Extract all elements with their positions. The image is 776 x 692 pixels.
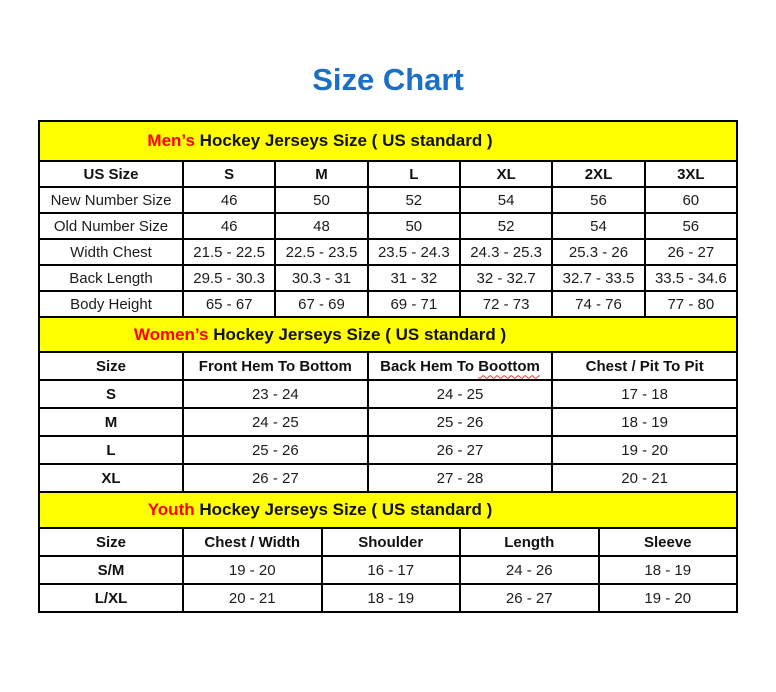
row-label: Body Height (39, 291, 183, 317)
value-cell: 18 - 19 (552, 408, 737, 436)
table-row (39, 464, 737, 492)
value-cell: 20 - 21 (552, 464, 737, 492)
table-row (39, 291, 737, 317)
value-cell: 32 - 32.7 (460, 265, 552, 291)
value-cell: 26 - 27 (460, 584, 599, 612)
row-label: S/M (39, 556, 183, 584)
value-cell: 32.7 - 33.5 (552, 265, 644, 291)
table-row (39, 584, 737, 612)
misspelled-word: Boottom (478, 357, 540, 375)
men-banner-text: Men’s Hockey Jerseys Size ( US standard ) (147, 131, 493, 150)
value-cell: 25 - 26 (368, 408, 553, 436)
value-cell: 52 (460, 213, 552, 239)
column-header: Chest / Width (183, 528, 322, 556)
row-label: L (39, 436, 183, 464)
value-cell: 23.5 - 24.3 (368, 239, 460, 265)
column-header: M (275, 161, 367, 187)
value-cell: 22.5 - 23.5 (275, 239, 367, 265)
table-row (39, 408, 737, 436)
column-header: Chest / Pit To Pit (552, 352, 737, 380)
banner-highlight: Men’s (147, 131, 195, 150)
youth-banner-text: Youth Hockey Jerseys Size ( US standard ) (147, 500, 493, 519)
value-cell: 21.5 - 22.5 (183, 239, 275, 265)
value-cell: 24.3 - 25.3 (460, 239, 552, 265)
table-row (39, 556, 737, 584)
column-header: Sleeve (599, 528, 738, 556)
banner-highlight: Women’s (133, 324, 209, 344)
value-cell: 69 - 71 (368, 291, 460, 317)
value-cell: 29.5 - 30.3 (183, 265, 275, 291)
column-header: Shoulder (322, 528, 461, 556)
value-cell: 19 - 20 (183, 556, 322, 584)
column-header: L (368, 161, 460, 187)
value-cell: 26 - 27 (368, 436, 553, 464)
value-cell: 67 - 69 (275, 291, 367, 317)
value-cell: 54 (460, 187, 552, 213)
value-cell: 27 - 28 (368, 464, 553, 492)
value-cell: 33.5 - 34.6 (645, 265, 737, 291)
row-label: Back Length (39, 265, 183, 291)
row-label: Width Chest (39, 239, 183, 265)
column-header: 2XL (552, 161, 644, 187)
table-row (39, 187, 737, 213)
value-cell: 24 - 25 (368, 380, 553, 408)
size-chart-tables (38, 120, 738, 613)
value-cell: 19 - 20 (599, 584, 738, 612)
value-cell: 48 (275, 213, 367, 239)
value-cell: 56 (645, 213, 737, 239)
women-section-banner (39, 317, 737, 352)
column-header: US Size (39, 161, 183, 187)
table-row (39, 213, 737, 239)
row-label: XL (39, 464, 183, 492)
value-cell: 24 - 25 (183, 408, 368, 436)
banner-highlight: Youth (147, 500, 195, 519)
value-cell: 54 (552, 213, 644, 239)
column-header: Length (460, 528, 599, 556)
women-header-row (39, 352, 737, 380)
value-cell: 50 (368, 213, 460, 239)
value-cell: 50 (275, 187, 367, 213)
value-cell: 17 - 18 (552, 380, 737, 408)
column-header: S (183, 161, 275, 187)
value-cell: 31 - 32 (368, 265, 460, 291)
value-cell: 30.3 - 31 (275, 265, 367, 291)
youth-size-table (38, 491, 738, 613)
table-row (39, 380, 737, 408)
column-header: 3XL (645, 161, 737, 187)
value-cell: 23 - 24 (183, 380, 368, 408)
value-cell: 19 - 20 (552, 436, 737, 464)
row-label: Old Number Size (39, 213, 183, 239)
column-header: Size (39, 528, 183, 556)
column-header: Back Hem To Boottom (368, 352, 553, 380)
table-row (39, 436, 737, 464)
value-cell: 16 - 17 (322, 556, 461, 584)
value-cell: 26 - 27 (645, 239, 737, 265)
youth-header-row (39, 528, 737, 556)
value-cell: 46 (183, 213, 275, 239)
table-row (39, 265, 737, 291)
value-cell: 65 - 67 (183, 291, 275, 317)
row-label: M (39, 408, 183, 436)
column-header: Front Hem To Bottom (183, 352, 368, 380)
value-cell: 18 - 19 (322, 584, 461, 612)
row-label: S (39, 380, 183, 408)
value-cell: 46 (183, 187, 275, 213)
men-section-banner (39, 121, 737, 161)
column-header: XL (460, 161, 552, 187)
women-banner-text: Women’s Hockey Jerseys Size ( US standard ) (133, 324, 507, 344)
value-cell: 25 - 26 (183, 436, 368, 464)
value-cell: 26 - 27 (183, 464, 368, 492)
value-cell: 24 - 26 (460, 556, 599, 584)
page-title: Size Chart (312, 62, 464, 97)
men-header-row (39, 161, 737, 187)
mens-size-table (38, 120, 738, 318)
table-row (39, 239, 737, 265)
row-label: New Number Size (39, 187, 183, 213)
value-cell: 18 - 19 (599, 556, 738, 584)
value-cell: 74 - 76 (552, 291, 644, 317)
value-cell: 52 (368, 187, 460, 213)
value-cell: 25.3 - 26 (552, 239, 644, 265)
column-header: Size (39, 352, 183, 380)
value-cell: 60 (645, 187, 737, 213)
womens-size-table (38, 316, 738, 493)
value-cell: 77 - 80 (645, 291, 737, 317)
row-label: L/XL (39, 584, 183, 612)
value-cell: 72 - 73 (460, 291, 552, 317)
youth-section-banner (39, 492, 737, 528)
value-cell: 56 (552, 187, 644, 213)
value-cell: 20 - 21 (183, 584, 322, 612)
